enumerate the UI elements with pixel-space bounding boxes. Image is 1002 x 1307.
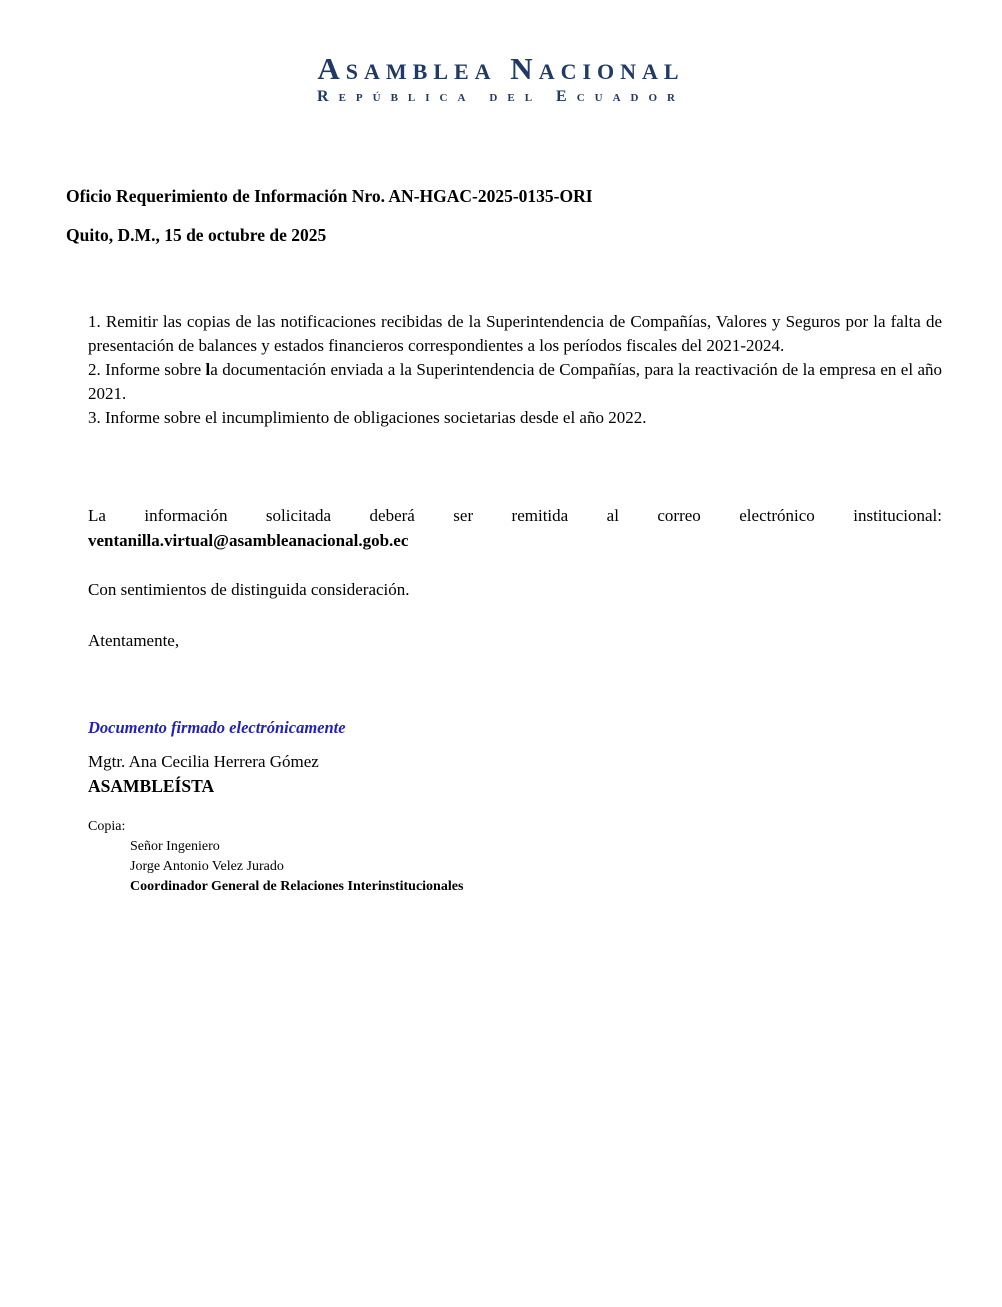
electronic-signature-note: Documento firmado electrónicamente: [88, 718, 346, 737]
copy-label: Copia:: [88, 819, 126, 834]
closing-line: Con sentimientos de distinguida consideración.: [88, 580, 410, 599]
delivery-paragraph: [88, 503, 942, 553]
copy-line: Coordinador General de Relaciones Interinstitucionales: [130, 879, 464, 894]
copy-line: Jorge Antonio Velez Jurado: [130, 859, 284, 874]
email-address: ventanilla.virtual@asambleanacional.gob.ec: [88, 531, 409, 550]
date-line: Quito, D.M., 15 de octubre de 2025: [66, 225, 327, 245]
copy-section: [88, 817, 463, 897]
signature-block: [88, 750, 319, 798]
request-item: 3. Informe sobre el incumplimiento de obligaciones societarias desde el año 2022.: [88, 408, 647, 427]
farewell-line: Atentamente,: [88, 631, 180, 650]
org-name: Asamblea Nacional: [317, 51, 685, 86]
copy-recipient: [130, 837, 463, 897]
subject-line: Oficio Requerimiento de Información Nro. AN-HGAC-2025-0135-ORI: [66, 186, 593, 206]
org-subtitle: República del Ecuador: [317, 88, 685, 105]
request-list: [88, 310, 942, 430]
signer-title: ASAMBLEÍSTA: [88, 776, 215, 796]
copy-line: Señor Ingeniero: [130, 839, 220, 854]
delivery-lead: La información solicitada deberá ser remitida al correo electrónico institucional:: [88, 506, 942, 525]
letterhead-logo: [0, 52, 1002, 107]
request-item: 1. Remitir las copias de las notificaciones recibidas de la Superintendencia de Compañías, Valores y Seguros por la falta de presentación de balances y estados financieros correspondientes a los períodos fiscales del 2021-2024.: [88, 312, 942, 355]
signer-name: Mgtr. Ana Cecilia Herrera Gómez: [88, 752, 319, 771]
request-item: 2. Informe sobre la documentación enviada a la Superintendencia de Compañías, para la reactivación de la empresa en el año 2021.: [88, 360, 942, 403]
